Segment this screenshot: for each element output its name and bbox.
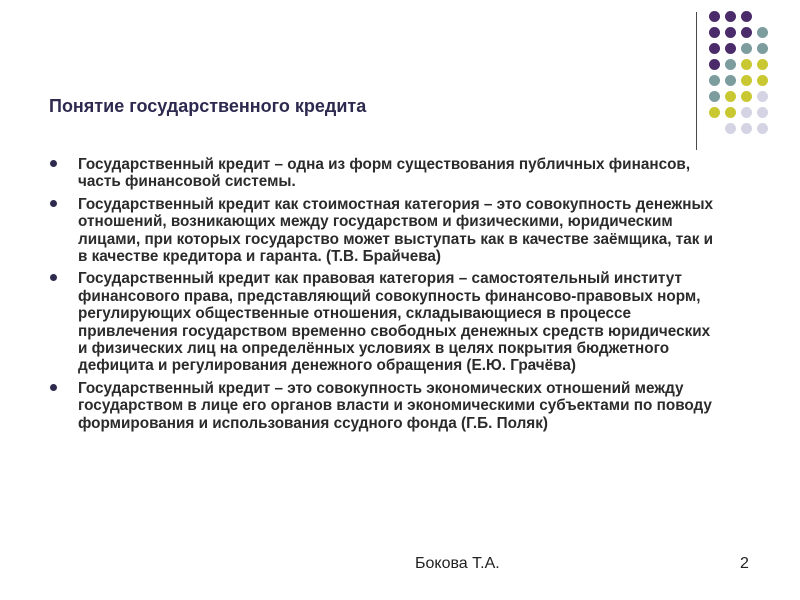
decorative-dot bbox=[725, 59, 736, 70]
decorative-dot bbox=[709, 91, 720, 102]
decorative-dot bbox=[709, 27, 720, 38]
bullet-dot-icon bbox=[50, 160, 57, 167]
decorative-dot bbox=[709, 75, 720, 86]
decorative-dot bbox=[725, 11, 736, 22]
slide-title: Понятие государственного кредита bbox=[49, 96, 367, 116]
decorative-dot bbox=[709, 107, 720, 118]
decorative-dot bbox=[709, 11, 720, 22]
decorative-dot bbox=[741, 75, 752, 86]
decorative-dot-grid bbox=[709, 11, 781, 129]
decorative-dot bbox=[725, 27, 736, 38]
bullet-text: Государственный кредит как правовая категория – самостоятельный институт финансового права, представляющий совокупность финансово-правовых норм, регулирующих общественные отношения, складывающиеся в процессе привлечения государством временно свободных денежных средств юридических и физических лиц на определённых условиях в целях покрытия бюджетного дефицита и регулирования денежного обращения (Е.Ю. Грачёва) bbox=[78, 270, 711, 375]
decorative-dot bbox=[725, 107, 736, 118]
bullet-text: Государственный кредит – это совокупность экономических отношений между государством в лице его органов власти и экономическими субъектами по поводу формирования и использования ссудного фонда (Г.Б. Поляк) bbox=[78, 379, 712, 432]
decorative-dot bbox=[757, 107, 768, 118]
bullet-item bbox=[48, 270, 718, 374]
decorative-dot bbox=[709, 59, 720, 70]
bullet-text: Государственный кредит – одна из форм существования публичных финансов, часть финансовой системы. bbox=[78, 156, 691, 191]
footer-author: Бокова Т.А. bbox=[415, 555, 500, 572]
bullet-dot-icon bbox=[50, 274, 57, 281]
decorative-dot bbox=[741, 43, 752, 54]
decorative-dot bbox=[757, 43, 768, 54]
bullet-item bbox=[48, 380, 718, 432]
decorative-dot bbox=[725, 43, 736, 54]
decorative-dot bbox=[725, 91, 736, 102]
decorative-dot bbox=[741, 91, 752, 102]
decorative-dot bbox=[757, 59, 768, 70]
decorative-dot bbox=[741, 27, 752, 38]
decorative-dot bbox=[741, 11, 752, 22]
bullet-item bbox=[48, 156, 718, 191]
decorative-dot bbox=[757, 27, 768, 38]
decorative-dot bbox=[757, 75, 768, 86]
decorative-dot bbox=[725, 75, 736, 86]
bullet-item bbox=[48, 196, 718, 266]
decorative-dot bbox=[741, 123, 752, 134]
bullet-dot-icon bbox=[50, 384, 57, 391]
decorative-dot bbox=[709, 43, 720, 54]
page-number: 2 bbox=[740, 555, 749, 572]
decorative-dot bbox=[757, 123, 768, 134]
decorative-dot bbox=[741, 107, 752, 118]
decorative-dot bbox=[725, 123, 736, 134]
vertical-divider bbox=[696, 12, 697, 150]
bullet-list bbox=[48, 156, 718, 437]
decorative-dot bbox=[741, 59, 752, 70]
bullet-dot-icon bbox=[50, 200, 57, 207]
bullet-text: Государственный кредит как стоимостная категория – это совокупность денежных отношений, возникающих между государством и физическими, юридическим лицами, при которых государство может выступать как в качестве заёмщика, так и в качестве кредитора и гаранта. (Т.В. Брайчева) bbox=[78, 195, 714, 266]
decorative-dot bbox=[757, 91, 768, 102]
